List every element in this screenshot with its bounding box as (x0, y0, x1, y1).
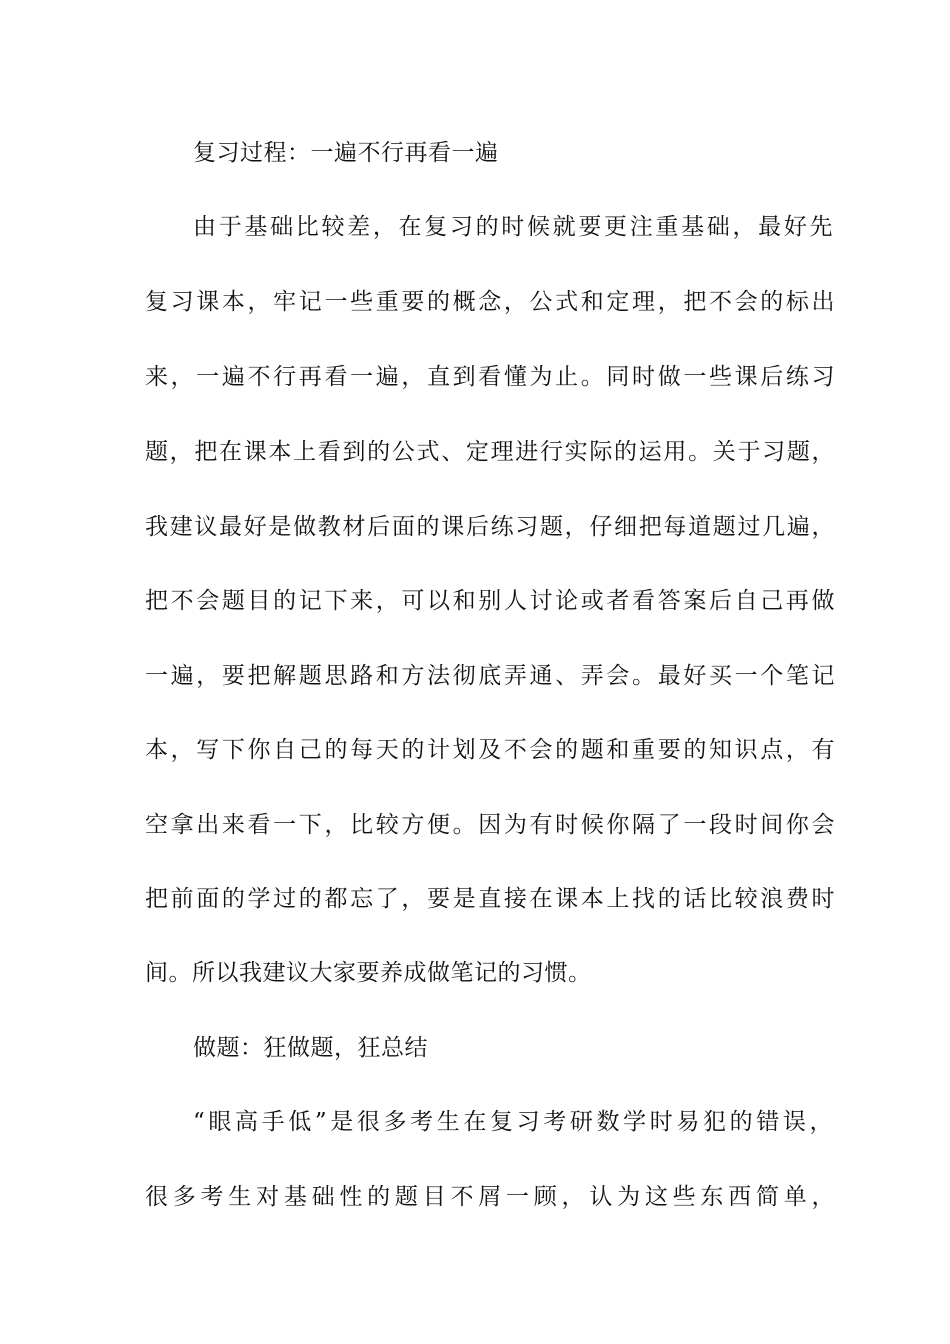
paragraph-line: “眼高手低”是很多考生在复习考研数学时易犯的错误， (193, 1109, 833, 1135)
paragraph-line: 由于基础比较差，在复习的时候就要更注重基础，最好先 (193, 214, 833, 240)
paragraph-line: 一遍，要把解题思路和方法彻底弄通、弄会。最好买一个笔记 (145, 663, 835, 689)
paragraph-line: 复习课本，牢记一些重要的概念，公式和定理，把不会的标出 (145, 289, 835, 315)
paragraph-line: 来，一遍不行再看一遍，直到看懂为止。同时做一些课后练习 (145, 364, 835, 390)
paragraph-line: 我建议最好是做教材后面的课后练习题，仔细把每道题过几遍， (145, 514, 835, 540)
section-heading-review: 复习过程：一遍不行再看一遍 (193, 140, 499, 166)
paragraph-line: 间。所以我建议大家要养成做笔记的习惯。 (145, 960, 592, 986)
paragraph-line: 空拿出来看一下，比较方便。因为有时候你隔了一段时间你会 (145, 812, 835, 838)
paragraph-line: 把前面的学过的都忘了，要是直接在课本上找的话比较浪费时 (145, 886, 835, 912)
paragraph-line: 题，把在课本上看到的公式、定理进行实际的运用。关于习题， (145, 439, 835, 465)
paragraph-line: 很多考生对基础性的题目不屑一顾，认为这些东西简单， (145, 1184, 835, 1210)
section-heading-practice: 做题：狂做题，狂总结 (193, 1035, 428, 1061)
paragraph-line: 本，写下你自己的每天的计划及不会的题和重要的知识点，有 (145, 737, 835, 763)
paragraph-line: 把不会题目的记下来，可以和别人讨论或者看答案后自己再做 (145, 588, 835, 614)
